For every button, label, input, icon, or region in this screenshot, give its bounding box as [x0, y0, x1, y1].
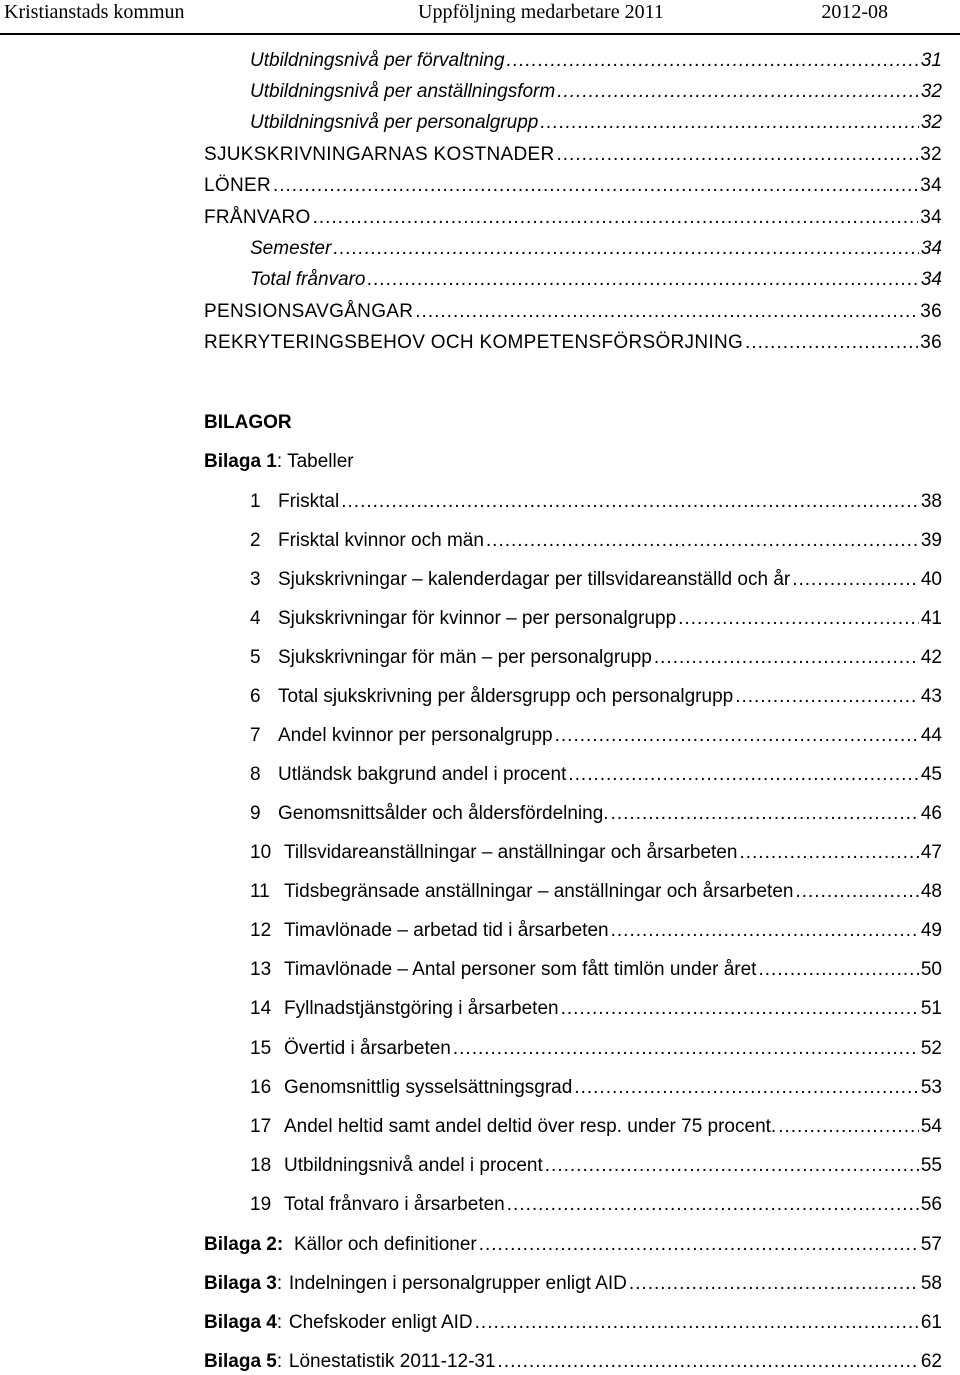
dot-leader	[574, 1076, 919, 1100]
table-number: 4	[250, 608, 261, 629]
dot-leader	[475, 1311, 919, 1335]
dot-leader	[367, 268, 918, 292]
dot-leader	[778, 1115, 919, 1139]
header-document-title: Uppföljning medarbetare 2011	[418, 1, 664, 23]
table-number: 7	[250, 725, 261, 746]
table-label: Frisktal	[278, 491, 340, 512]
table-number: 19	[250, 1194, 272, 1215]
table-label: Timavlönade – Antal personer som fått timlön under året	[284, 959, 757, 980]
dot-leader	[735, 685, 919, 709]
bilaga-1-heading	[204, 450, 354, 474]
table-label: Total frånvaro i årsarbeten	[284, 1194, 505, 1215]
appendix-entry[interactable]: Bilaga 3: Indelningen i personalgrupper enligt AID ..... 58	[204, 1272, 942, 1296]
table-entry[interactable]: 6 Total sjukskrivning per åldersgrupp och personalgrupp ..... 43	[250, 685, 942, 709]
appendix-title: Bilaga 3	[204, 1273, 277, 1294]
dot-leader	[313, 206, 919, 230]
header-rule	[0, 33, 960, 35]
toc-entry[interactable]: Semester ..... 34	[250, 237, 942, 261]
table-label: Genomsnittlig sysselsättningsgrad	[284, 1077, 573, 1098]
dot-leader	[507, 49, 919, 73]
table-entry[interactable]: 3 Sjukskrivningar – kalenderdagar per tillsvidareanställd och år ..... 40	[250, 568, 942, 592]
table-number: 18	[250, 1155, 272, 1176]
dot-leader	[453, 1037, 919, 1061]
toc-entry[interactable]: Total frånvaro ..... 34	[250, 268, 942, 292]
table-entry[interactable]: 1 Frisktal ..... 38	[250, 490, 942, 514]
table-label: Timavlönade – arbetad tid i årsarbeten	[284, 920, 609, 941]
table-entry[interactable]: 4 Sjukskrivningar för kvinnor – per personalgrupp ..... 41	[250, 607, 942, 631]
dot-leader	[486, 529, 919, 553]
appendix-entry[interactable]: Bilaga 5: Lönestatistik 2011-12-31 ..... 62	[204, 1350, 942, 1374]
table-entry[interactable]: 15 Övertid i årsarbeten ..... 52	[250, 1037, 942, 1061]
dot-leader	[341, 490, 919, 514]
table-number: 2	[250, 530, 261, 551]
dot-leader	[561, 997, 919, 1021]
dot-leader	[629, 1272, 919, 1296]
appendix-label: Chefskoder enligt AID	[288, 1312, 473, 1333]
dot-leader	[758, 958, 918, 982]
table-entry[interactable]: 2 Frisktal kvinnor och män ..... 39	[250, 529, 942, 553]
table-entry[interactable]: 11 Tidsbegränsade anställningar – anställningar och årsarbeten ..... 48	[250, 880, 942, 904]
table-entry[interactable]: 10 Tillsvidareanställningar – anställningar och årsarbeten ..... 47	[250, 841, 942, 865]
table-number: 15	[250, 1038, 272, 1059]
table-entry[interactable]: 16 Genomsnittlig sysselsättningsgrad ..... 53	[250, 1076, 942, 1100]
dot-leader	[556, 143, 918, 167]
page-header	[0, 0, 960, 36]
table-number: 1	[250, 491, 261, 512]
appendix-colon: :	[276, 1351, 283, 1372]
table-number: 5	[250, 647, 261, 668]
table-number: 10	[250, 842, 272, 863]
dot-leader	[333, 237, 919, 261]
table-label: Genomsnittsålder och åldersfördelning.	[278, 803, 609, 824]
appendix-label: Indelningen i personalgrupper enligt AID	[288, 1273, 627, 1294]
dot-leader	[479, 1233, 919, 1257]
dot-leader	[745, 331, 918, 355]
dot-leader	[739, 841, 918, 865]
header-date: 2012-08	[821, 1, 888, 23]
dot-leader	[540, 111, 919, 135]
table-entry[interactable]: 7 Andel kvinnor per personalgrupp ..... 44	[250, 724, 942, 748]
bilagor-heading: BILAGOR	[204, 412, 292, 433]
toc-entry[interactable]: Utbildningsnivå per anställningsform ..... 32	[250, 80, 942, 104]
toc-entry[interactable]: FRÅNVARO ..... 34	[204, 206, 942, 230]
table-label: Fyllnadstjänstgöring i årsarbeten	[284, 998, 559, 1019]
appendix-title: Bilaga 2:	[204, 1234, 284, 1255]
table-entry[interactable]: 5 Sjukskrivningar för män – per personalgrupp ..... 42	[250, 646, 942, 670]
table-label: Total sjukskrivning per åldersgrupp och personalgrupp	[278, 686, 734, 707]
table-label: Sjukskrivningar – kalenderdagar per tillsvidareanställd och år	[278, 569, 791, 590]
table-label: Sjukskrivningar för kvinnor – per personalgrupp	[278, 608, 677, 629]
table-entry[interactable]: 12 Timavlönade – arbetad tid i årsarbeten ..... 49	[250, 919, 942, 943]
table-label: Andel kvinnor per personalgrupp	[278, 725, 553, 746]
table-entry[interactable]: 18 Utbildningsnivå andel i procent ..... 55	[250, 1154, 942, 1178]
table-label: Tillsvidareanställningar – anställningar och årsarbeten	[284, 842, 738, 863]
table-entry[interactable]: 17 Andel heltid samt andel deltid över resp. under 75 procent. ..... 54	[250, 1115, 942, 1139]
table-entry[interactable]: 19 Total frånvaro i årsarbeten ..... 56	[250, 1193, 942, 1217]
appendix-title: Bilaga 4	[204, 1312, 277, 1333]
appendix-label: Lönestatistik 2011-12-31	[288, 1351, 496, 1372]
table-entry[interactable]: 13 Timavlönade – Antal personer som fått timlön under året ..... 50	[250, 958, 942, 982]
table-entry[interactable]: 9 Genomsnittsålder och åldersfördelning. ..... 46	[250, 802, 942, 826]
table-number: 17	[250, 1116, 272, 1137]
dot-leader	[498, 1350, 919, 1374]
table-label: Frisktal kvinnor och män	[278, 530, 484, 551]
bilaga-1-title: Bilaga 1	[204, 451, 277, 472]
bilaga-1-subtitle: : Tabeller	[276, 451, 354, 472]
dot-leader	[792, 568, 919, 592]
toc-entry[interactable]: SJUKSKRIVNINGARNAS KOSTNADER ..... 32	[204, 143, 942, 167]
table-label: Tidsbegränsade anställningar – anställningar och årsarbeten	[284, 881, 794, 902]
appendix-entry[interactable]: Bilaga 4: Chefskoder enligt AID ..... 61	[204, 1311, 942, 1335]
dot-leader	[654, 646, 919, 670]
dot-leader	[557, 80, 919, 104]
toc-entry[interactable]: PENSIONSAVGÅNGAR ..... 36	[204, 300, 942, 324]
toc-entry[interactable]: LÖNER ..... 34	[204, 174, 942, 198]
dot-leader	[507, 1193, 919, 1217]
dot-leader	[611, 919, 919, 943]
toc-entry[interactable]: Utbildningsnivå per förvaltning ..... 31	[250, 49, 942, 73]
toc-entry[interactable]: REKRYTERINGSBEHOV OCH KOMPETENSFÖRSÖRJNING ..... 36	[204, 331, 942, 355]
table-label: Sjukskrivningar för män – per personalgrupp	[278, 647, 652, 668]
appendix-label: Källor och definitioner	[294, 1234, 477, 1255]
table-number: 16	[250, 1077, 272, 1098]
appendix-title: Bilaga 5	[204, 1351, 277, 1372]
table-entry[interactable]: 8 Utländsk bakgrund andel i procent ..... 45	[250, 763, 942, 787]
table-number: 11	[250, 881, 270, 902]
table-label: Utländsk bakgrund andel i procent	[278, 764, 567, 785]
table-number: 9	[250, 803, 261, 824]
dot-leader	[568, 763, 919, 787]
header-organization: Kristianstads kommun	[4, 1, 185, 23]
dot-leader	[555, 724, 919, 748]
table-label: Övertid i årsarbeten	[284, 1038, 451, 1059]
dot-leader	[273, 174, 918, 198]
table-number: 6	[250, 686, 261, 707]
dot-leader	[415, 300, 918, 324]
table-number: 8	[250, 764, 261, 785]
table-label: Andel heltid samt andel deltid över resp. under 75 procent.	[284, 1116, 777, 1137]
table-number: 13	[250, 959, 272, 980]
dot-leader	[795, 880, 918, 904]
appendix-entry[interactable]: Bilaga 2: Källor och definitioner ..... 57	[204, 1233, 942, 1257]
toc-entry[interactable]: Utbildningsnivå per personalgrupp ..... 32	[250, 111, 942, 135]
table-number: 12	[250, 920, 272, 941]
appendix-colon: :	[276, 1273, 283, 1294]
dot-leader	[678, 607, 919, 631]
dot-leader	[611, 802, 919, 826]
appendix-colon: :	[276, 1312, 283, 1333]
table-number: 3	[250, 569, 261, 590]
table-label: Utbildningsnivå andel i procent	[284, 1155, 543, 1176]
table-number: 14	[250, 998, 272, 1019]
table-entry[interactable]: 14 Fyllnadstjänstgöring i årsarbeten ..... 51	[250, 997, 942, 1021]
dot-leader	[545, 1154, 919, 1178]
